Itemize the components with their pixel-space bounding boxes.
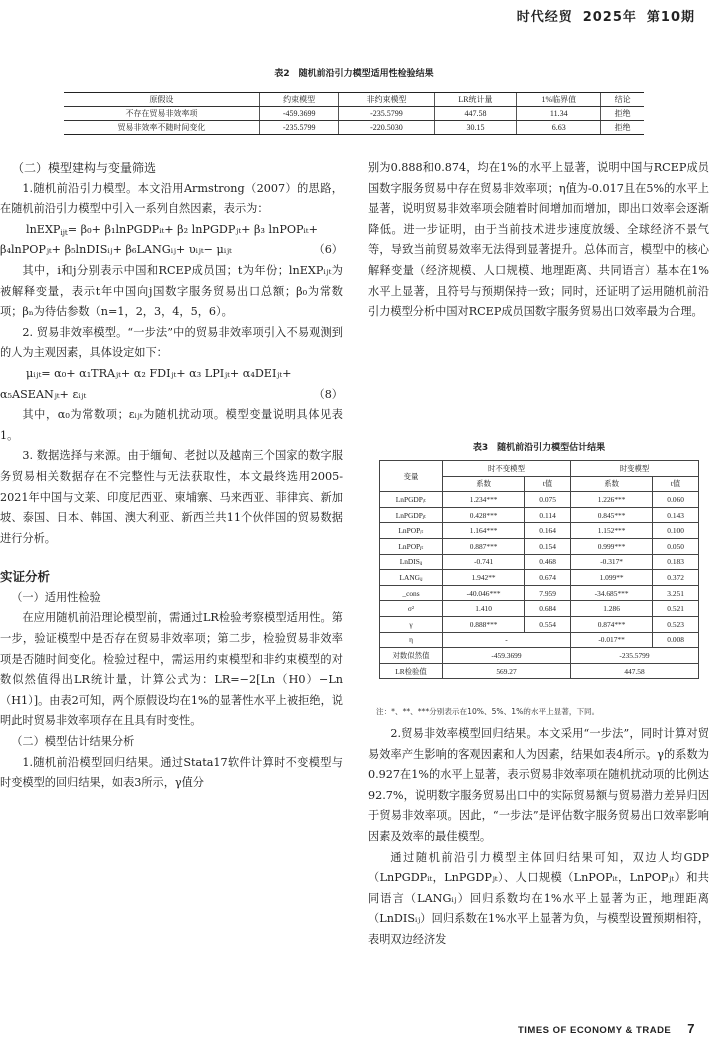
equation-6-line2 xyxy=(0,240,343,261)
table-row xyxy=(380,492,699,508)
table-cell: 1.099** xyxy=(570,570,652,586)
subsection-heading: （一）适用性检验 xyxy=(11,590,101,604)
table-cell: 30.15 xyxy=(434,121,517,135)
equation-8-line1: μᵢⱼₜ= α₀+ α₁TRAⱼₜ+ α₂ FDIⱼₜ+ α₃ LPIⱼₜ+ α₄DEIⱼₜ+ xyxy=(26,366,292,380)
table-cell: 447.58 xyxy=(570,663,698,679)
equation-8-line2 xyxy=(0,385,343,406)
table-cell: 0.874*** xyxy=(570,616,652,632)
table-cell: 1.152*** xyxy=(570,523,652,539)
table3-caption: 表3 随机前沿引力模型估计结果 xyxy=(472,443,606,453)
paragraph: 2.贸易非效率模型回归结果。本文采用“一步法”，同时计算对贸易效率产生影响的客观因素和人为因素，结果如表4所示。γ的系数为0.927在1%的水平上显著，表示贸易非效率项在随机扰动项的比例达92.7%，说明数字服务贸易出口中的实际贸易额与贸易潜力差异归因于贸易非效率项。因此，“一步法”是评估数字服务贸易出口效率影响因素及效率的最佳模型。 xyxy=(368,727,709,843)
table-cell: -0.317* xyxy=(570,554,652,570)
table-cell: 1.164*** xyxy=(443,523,525,539)
table-cell: η xyxy=(380,632,443,648)
right-column-lower xyxy=(368,724,709,951)
paragraph: 通过随机前沿引力模型主体回归结果可知，双边人均GDP（LnPGDPᵢₜ，LnPGDPⱼₜ）、人口规模（LnPOPᵢₜ，LnPOPⱼₜ）和共同语言（LANGᵢⱼ）回归系数均在1%水平上显著为正，地理距离（LnDISᵢⱼ）回归系数在1%水平上显著为负，与模型设置预期相符，表明双边经济发 xyxy=(368,850,709,946)
table3 xyxy=(379,460,699,679)
paragraph: 1.随机前沿模型回归结果。通过Stata17软件计算时不变模型与时变模型的回归结果，如表3所示，γ值分 xyxy=(0,755,343,790)
table3-body xyxy=(380,492,699,632)
table-cell: 拒绝 xyxy=(601,107,644,121)
journal-header xyxy=(507,6,695,25)
table3-note: 注：*、**、***分别表示在10%、5%、1%的水平上显著，下同。 xyxy=(376,707,600,716)
table-cell: 时不变模型 xyxy=(443,461,571,477)
paragraph: 1.随机前沿引力模型。本文沿用Armstrong（2007）的思路，在随机前沿引力模型中引入一系列自然因素，表示为： xyxy=(0,181,343,216)
table-cell: 0.372 xyxy=(653,570,699,586)
table2-header: LR统计量 xyxy=(434,93,517,107)
table-cell: -0.017** xyxy=(570,632,652,648)
table2-caption: 表2 随机前沿引力模型适用性检验结果 xyxy=(274,69,434,79)
table-cell: 系数 xyxy=(570,476,652,492)
table-cell: 0.154 xyxy=(525,538,571,554)
table2-header: 原假设 xyxy=(64,93,259,107)
table-cell: 对数似然值 xyxy=(380,648,443,664)
table-cell: LnPGDPᵢₜ xyxy=(380,492,443,508)
table2-header: 1%临界值 xyxy=(517,93,601,107)
table-cell: 569.27 xyxy=(443,663,571,679)
table-cell: 0.684 xyxy=(525,601,571,617)
paragraph: 其中，α₀为常数项；εᵢⱼₜ为随机扰动项。模型变量说明具体见表1。 xyxy=(0,408,343,442)
table-cell: γ xyxy=(380,616,443,632)
table-row xyxy=(380,663,699,679)
table-row xyxy=(380,523,699,539)
page-number: 7 xyxy=(687,1021,695,1036)
table-row xyxy=(380,507,699,523)
table-cell: -235.5799 xyxy=(259,121,339,135)
table-cell: 0.060 xyxy=(653,492,699,508)
paragraph: 2. 贸易非效率模型。“一步法”中的贸易非效率项引入不易观测到的人为主观因素，具体设定如下： xyxy=(0,325,343,360)
eq-term: α₅ASEANⱼₜ+ εᵢⱼₜ xyxy=(0,387,87,401)
table-cell: 0.523 xyxy=(653,616,699,632)
table-cell: σ² xyxy=(380,601,443,617)
table2-header: 约束模型 xyxy=(259,93,339,107)
table-row xyxy=(380,632,699,648)
table-cell: -0.741 xyxy=(443,554,525,570)
table-cell: LnPOPᵢₜ xyxy=(380,523,443,539)
table-cell: -40.046*** xyxy=(443,585,525,601)
section-heading-empirical: 实证分析 xyxy=(0,569,51,585)
table-row xyxy=(380,554,699,570)
table-cell: LANGᵢⱼ xyxy=(380,570,443,586)
table-cell: 11.34 xyxy=(517,107,601,121)
table-cell: -235.5799 xyxy=(339,107,434,121)
table-cell: 1.234*** xyxy=(443,492,525,508)
section-heading-model: （二）模型建构与变量筛选 xyxy=(12,161,157,175)
table-cell: 7.959 xyxy=(525,585,571,601)
paragraph: 别为0.888和0.874，均在1%的水平上显著，说明中国与RCEP成员国数字服务贸易中存在贸易非效率项；η值为-0.017且在5%的水平上显著，说明贸易非效率项会随着时间增加而增加，即出口效率会逐渐降低。进一步证明，由于当前技术进步速度放缓、全球经济不景气等，导致当前贸易效率无法得到显著提升。总体而言，模型中的核心解释变量（经济规模、人口规模、地理距离、共同语言）基本在1%水平上显著，且符号与预期保持一致；同时，还证明了运用随机前沿引力模型分析中国对RCEP成员国数字服务贸易出口效率最为合理。 xyxy=(368,161,709,319)
equation-number: （8） xyxy=(313,387,343,401)
equation-6-line1: lnEXP$_{ijt}$= β₀+ β₁lnPGDPᵢₜ+ β₂ lnPGDPⱼₜ+ β₃ lnPOPᵢₜ+ xyxy=(26,222,318,237)
table2-header-row xyxy=(64,93,644,107)
table-cell: -235.5799 xyxy=(570,648,698,664)
table-cell: 0.674 xyxy=(525,570,571,586)
table-cell: 0.468 xyxy=(525,554,571,570)
journal-name: 时代经贸 xyxy=(516,10,573,25)
table-cell: 不存在贸易非效率项 xyxy=(64,107,259,121)
table-row xyxy=(64,107,644,121)
table-cell: LnPOPⱼₜ xyxy=(380,538,443,554)
table-cell: 0.114 xyxy=(525,507,571,523)
journal-year: 2025年 xyxy=(582,10,637,25)
table-cell: 1.942** xyxy=(443,570,525,586)
table-cell: -34.685*** xyxy=(570,585,652,601)
table-cell: 0.075 xyxy=(525,492,571,508)
table-cell: 0.100 xyxy=(653,523,699,539)
table-row xyxy=(380,538,699,554)
table-cell: 0.845*** xyxy=(570,507,652,523)
table-cell: 0.887*** xyxy=(443,538,525,554)
paragraph: 3. 数据选择与来源。由于缅甸、老挝以及越南三个国家的数字服务贸易相关数据存在不完整性与无法获取性，本文最终选用2005-2021年中国与文莱、印度尼西亚、柬埔寨、马来西亚、菲律宾、新加坡、泰国、日本、韩国、澳大利亚、新西兰共11个伙伴国的贸易数据进行分析。 xyxy=(0,449,343,545)
table-cell: 0.143 xyxy=(653,507,699,523)
table-cell: 1.226*** xyxy=(570,492,652,508)
table-cell: 3.251 xyxy=(653,585,699,601)
table-row xyxy=(380,648,699,664)
paragraph: 在应用随机前沿理论模型前，需通过LR检验考察模型适用性。第一步，验证模型中是否存在贸易非效率项；第二步，检验贸易非效率项是否随时间变化。检验过程中，需运用约束模型和非约束模型的对数似然值得出LR统计量，计算公式为：LR=−2[Ln（H0）−Ln（H1）]。由表2可知，两个原假设均在1%的显著性水平上被拒绝，说明此时贸易非效率项存在且具有时变性。 xyxy=(0,611,343,728)
table-cell: _cons xyxy=(380,585,443,601)
table-cell: -459.3699 xyxy=(443,648,571,664)
subsection-heading: （二）模型估计结果分析 xyxy=(11,735,135,749)
table-cell: 0.050 xyxy=(653,538,699,554)
table-cell: -220.5030 xyxy=(339,121,434,135)
journal-issue: 第10期 xyxy=(646,10,695,25)
table-row xyxy=(380,616,699,632)
table-cell: 0.888*** xyxy=(443,616,525,632)
eq-term: lnEXP xyxy=(26,222,61,236)
eq-term: = β₀+ β₁lnPGDPᵢₜ+ β₂ lnPGDPⱼₜ+ β₃ lnPOPᵢₜ+ xyxy=(67,222,318,236)
table-cell: LnPGDPⱼₜ xyxy=(380,507,443,523)
table-cell: LnDISᵢⱼ xyxy=(380,554,443,570)
left-column xyxy=(0,158,343,794)
table3-header-row xyxy=(380,461,699,477)
journal-english-name: TIMES OF ECONOMY & TRADE xyxy=(517,1025,672,1036)
table-cell: 1.286 xyxy=(570,601,652,617)
table-cell: 时变模型 xyxy=(570,461,698,477)
page-footer xyxy=(518,1021,695,1036)
equation-number: （6） xyxy=(313,243,343,257)
table-row xyxy=(380,570,699,586)
table2-header: 结论 xyxy=(601,93,644,107)
table-cell: 贸易非效率不随时间变化 xyxy=(64,121,259,135)
eq-term: β₄lnPOPⱼₜ+ β₅lnDISᵢⱼ+ β₆LANGᵢⱼ+ υᵢⱼₜ− μᵢⱼₜ xyxy=(0,243,232,257)
table-cell: LR检验值 xyxy=(380,663,443,679)
table-cell: 0.183 xyxy=(653,554,699,570)
table-cell: 0.521 xyxy=(653,601,699,617)
table-cell: 变量 xyxy=(380,461,443,492)
table2 xyxy=(64,92,644,135)
table-cell: 0.554 xyxy=(525,616,571,632)
table-cell: 1.410 xyxy=(443,601,525,617)
table-row xyxy=(380,585,699,601)
table-cell: 0.428*** xyxy=(443,507,525,523)
table-cell: 0.164 xyxy=(525,523,571,539)
table-cell: -459.3699 xyxy=(259,107,339,121)
paragraph: 其中，i和j分别表示中国和RCEP成员国；t为年份；lnEXPᵢⱼₜ为被解释变量，表示t年中国向j国数字服务贸易出口总额；β₀为常数项；βₙ为待估参数（n=1，2，3，4，5，6）。 xyxy=(0,263,343,319)
table-row xyxy=(380,601,699,617)
table-row xyxy=(64,121,644,135)
table-cell: t值 xyxy=(525,476,571,492)
table-cell: 0.008 xyxy=(653,632,699,648)
right-column xyxy=(368,158,709,323)
table-cell: 6.63 xyxy=(517,121,601,135)
table-cell: - xyxy=(443,632,571,648)
table2-header: 非约束模型 xyxy=(339,93,434,107)
table-cell: 0.999*** xyxy=(570,538,652,554)
table-cell: t值 xyxy=(653,476,699,492)
table-cell: 447.58 xyxy=(434,107,517,121)
table-cell: 系数 xyxy=(443,476,525,492)
table-cell: 拒绝 xyxy=(601,121,644,135)
